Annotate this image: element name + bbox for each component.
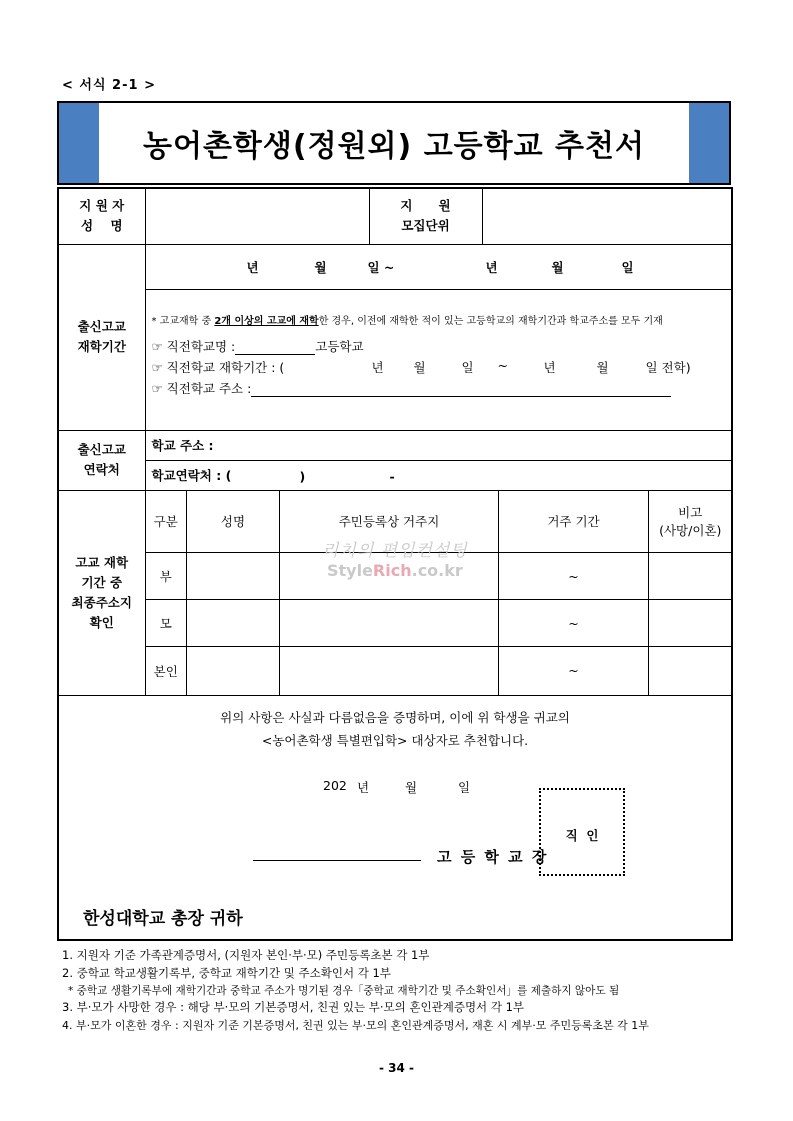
school-phone-field[interactable]: 학교연락처 : ( ) - — [145, 460, 732, 490]
relation-mother: 모 — [146, 600, 187, 647]
self-period-field[interactable]: ~ — [499, 647, 649, 695]
residence-table — [146, 491, 732, 695]
document-title: 농어촌학생(정원외) 고등학교 추천서 — [142, 129, 645, 164]
note-item: 1. 지원자 기준 가족관계증명서, (지원자 본인·부·모) 주민등록초본 각 1부 — [62, 948, 430, 962]
school-name-line[interactable] — [253, 860, 421, 861]
self-address-field[interactable] — [280, 647, 499, 695]
note-item: 4. 부·모가 이혼한 경우 : 지원자 기준 기본증명서, 친권 있는 부·모의 혼인관계증명서, 재혼 시 계부·모 주민등록초본 각 1부 — [62, 1018, 649, 1032]
header-accent-left — [59, 103, 99, 183]
submission-notes — [62, 947, 742, 1034]
applicant-name-field[interactable] — [145, 188, 369, 244]
certification-date[interactable]: 202 년 월 일 — [323, 777, 471, 795]
col-header-name: 성명 — [187, 491, 280, 553]
header-accent-right — [689, 103, 729, 183]
school-address-field[interactable]: 학교 주소 : — [145, 430, 732, 460]
father-remark-field[interactable] — [649, 553, 732, 600]
principal-title: 고 등 학 교 장 — [437, 847, 549, 866]
relation-self: 본인 — [146, 647, 187, 695]
relation-father: 부 — [146, 553, 187, 600]
certification-statement: 위의 사항은 사실과 다름없음을 증명하며, 이에 위 학생을 귀교의 <농어촌학생 특별편입학> 대상자로 추천합니다. — [220, 709, 570, 749]
watermark: 리치의 편입컨설팅 StyleRich.co.kr — [322, 541, 468, 580]
school-period-dates[interactable]: 년 월 일 ~ 년 월 일 — [145, 244, 732, 289]
father-name-field[interactable] — [187, 553, 280, 600]
official-seal-box[interactable]: 직 인 — [539, 788, 625, 876]
previous-school-period[interactable]: ☞ 직전학교 재학기간 : ( 년 월 일 ~ 년 월 일 전학) — [151, 357, 691, 375]
col-header-remark: 비고 (사망/이혼) — [649, 491, 732, 553]
school-period-label: 출신고교 재학기간 — [58, 244, 145, 430]
previous-school-section — [145, 289, 732, 430]
col-header-period: 거주 기간 — [499, 491, 649, 553]
previous-school-name[interactable]: ☞ 직전학교명 : 고등학교 — [151, 338, 364, 354]
residence-check-label: 고교 재학 기간 중 최종주소지 확인 — [58, 490, 145, 695]
col-header-address: 주민등록상 거주지 — [280, 491, 499, 553]
document-header — [57, 101, 731, 185]
mother-remark-field[interactable] — [649, 600, 732, 647]
note-item: * 중학교 생활기록부에 재학기간과 중학교 주소가 명기된 경우「중학교 재학기간 및 주소확인서」를 제출하지 않아도 됨 — [68, 984, 620, 997]
mother-address-field[interactable] — [280, 600, 499, 647]
multiple-school-note: * 고교재학 중 2개 이상의 고교에 재학한 경우, 이전에 재학한 적이 있는 고등학교의 재학기간과 학교주소를 모두 기재 — [151, 315, 663, 327]
col-header-relation: 구분 — [146, 491, 187, 553]
page-number: - 34 - — [378, 1061, 414, 1075]
self-remark-field[interactable] — [649, 647, 732, 695]
previous-school-address[interactable]: ☞ 직전학교 주소 : — [152, 379, 732, 397]
applying-unit-field[interactable] — [482, 188, 732, 244]
applicant-name-label: 지 원 자 성 명 — [58, 188, 145, 244]
mother-period-field[interactable]: ~ — [499, 600, 649, 647]
note-item: 2. 중학교 학교생활기록부, 중학교 재학기간 및 주소확인서 각 1부 — [62, 965, 391, 980]
father-period-field[interactable]: ~ — [499, 553, 649, 600]
table-row — [146, 600, 732, 647]
self-name-field[interactable] — [187, 647, 280, 695]
mother-name-field[interactable] — [187, 600, 280, 647]
certification-section — [58, 695, 732, 940]
form-number-label: < 서식 2-1 > — [62, 78, 156, 93]
addressee: 한성대학교 총장 귀하 — [83, 908, 243, 929]
residence-table-cell — [145, 490, 732, 695]
table-row — [146, 647, 732, 695]
school-contact-label: 출신고교 연락처 — [58, 430, 145, 490]
note-item: 3. 부·모가 사망한 경우 : 해당 부·모의 기본증명서, 친권 있는 부·모의 혼인관계증명서 각 1부 — [62, 1000, 525, 1015]
applying-unit-label: 지 원 모집단위 — [369, 188, 482, 244]
